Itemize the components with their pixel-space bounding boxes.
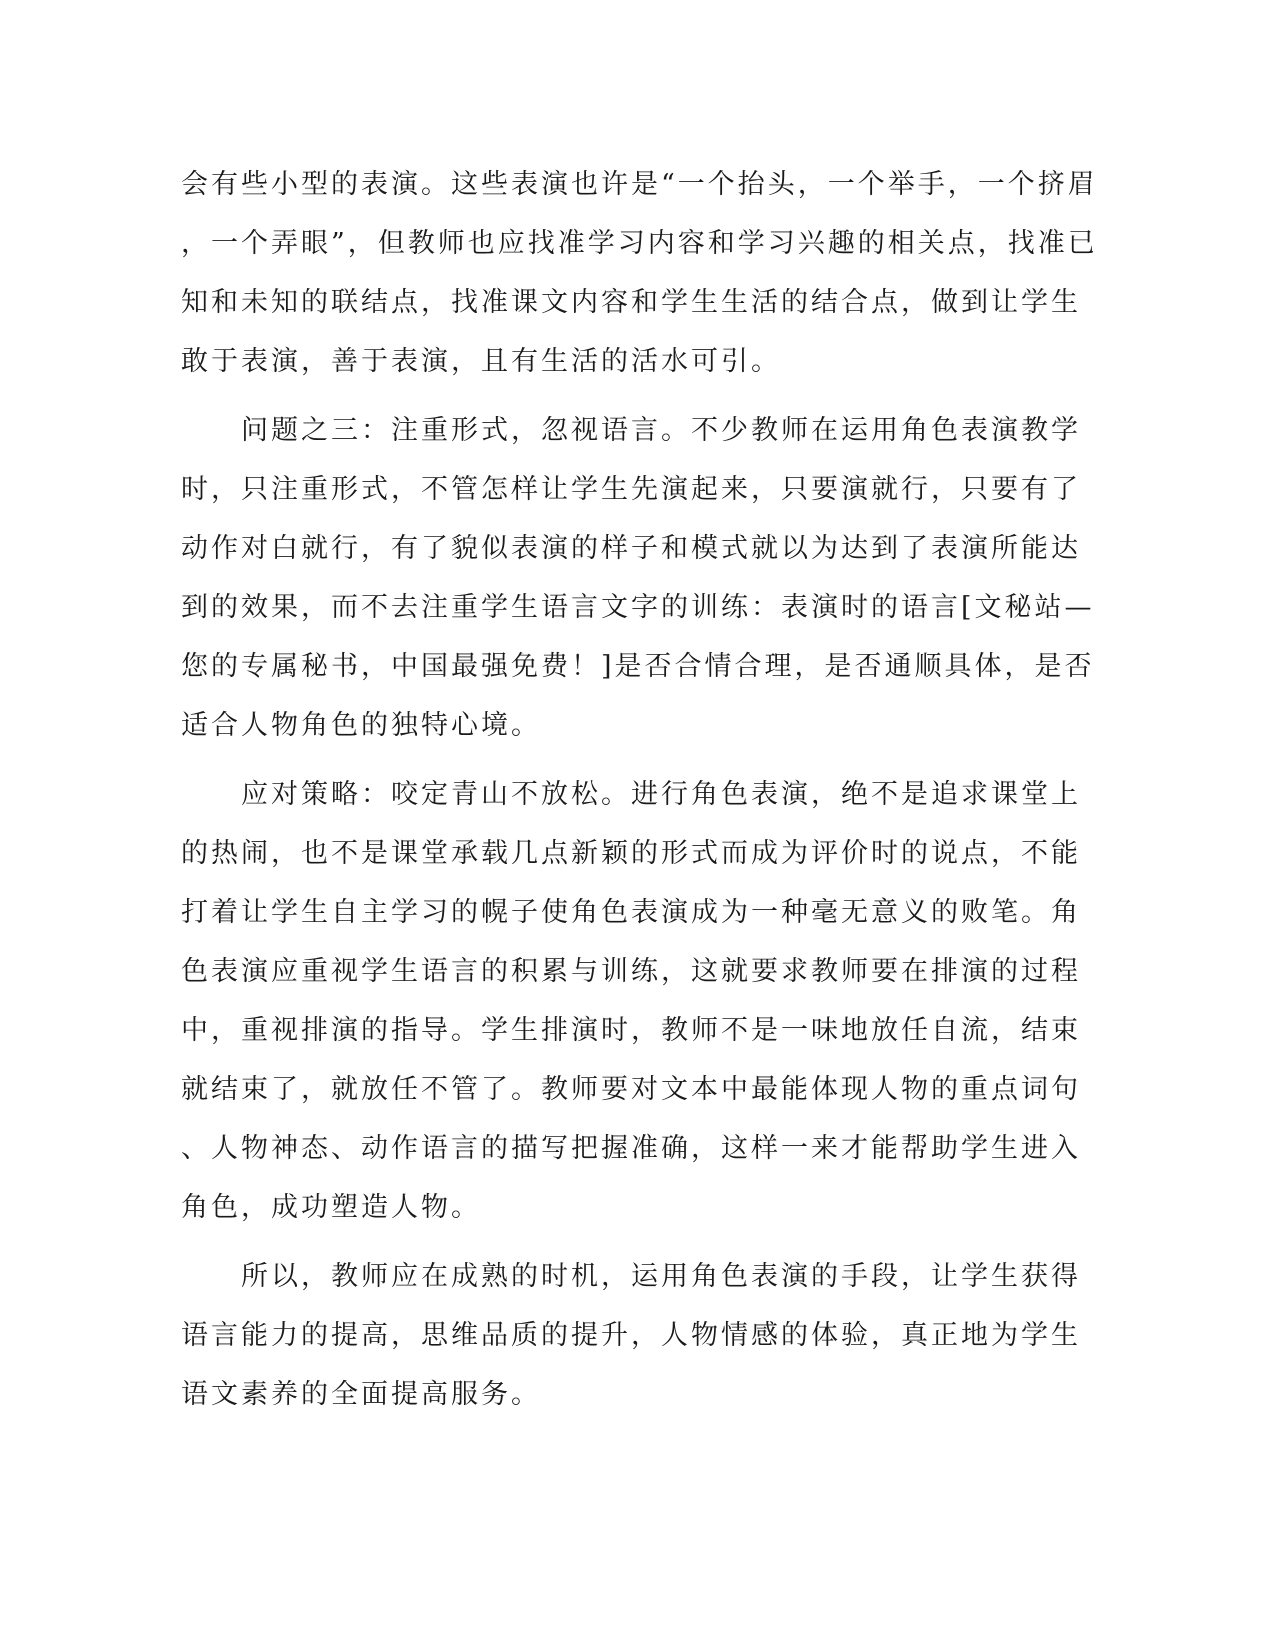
- text-line: 色表演应重视学生语言的积累与训练，这就要求教师要在排演的过程: [181, 956, 1081, 987]
- text-line: 知和未知的联结点，找准课文内容和学生生活的结合点，做到让学生: [181, 287, 1081, 318]
- document-page: [181, 155, 1098, 1434]
- text-line: 会有些小型的表演。这些表演也许是“一个抬头，一个举手，一个挤眉: [181, 169, 1098, 200]
- text-line: 打着让学生自主学习的幌子使角色表演成为一种毫无意义的败笔。角: [181, 897, 1081, 928]
- text-line: 语文素养的全面提高服务。: [181, 1379, 541, 1410]
- text-line: 就结束了，就放任不管了。教师要对文本中最能体现人物的重点词句: [181, 1074, 1081, 1105]
- text-line: 问题之三：注重形式，忽视语言。不少教师在运用角色表演教学: [181, 415, 1081, 446]
- text-line: 、人物神态、动作语言的描写把握准确，这样一来才能帮助学生进入: [181, 1133, 1081, 1164]
- text-line: 到的效果，而不去注重学生语言文字的训练：表演时的语言[文秘站—: [181, 592, 1095, 623]
- text-line: 语言能力的提高，思维品质的提升，人物情感的体验，真正地为学生: [181, 1320, 1081, 1351]
- text-line: 适合人物角色的独特心境。: [181, 710, 541, 741]
- paragraph-2: [181, 401, 1095, 755]
- text-line: 您的专属秘书，中国最强免费！]是否合情合理，是否通顺具体，是否: [181, 651, 1095, 682]
- paragraph-4: [181, 1247, 1081, 1424]
- text-line: 时，只注重形式，不管怎样让学生先演起来，只要演就行，只要有了: [181, 474, 1081, 505]
- text-line: 所以，教师应在成熟的时机，运用角色表演的手段，让学生获得: [181, 1261, 1081, 1292]
- text-line: 敢于表演，善于表演，且有生活的活水可引。: [181, 346, 781, 377]
- text-line: 的热闹，也不是课堂承载几点新颖的形式而成为评价时的说点，不能: [181, 838, 1081, 869]
- paragraph-1: [181, 155, 1098, 391]
- text-line: 角色，成功塑造人物。: [181, 1192, 481, 1223]
- text-line: 动作对白就行，有了貌似表演的样子和模式就以为达到了表演所能达: [181, 533, 1081, 564]
- text-line: 应对策略：咬定青山不放松。进行角色表演，绝不是追求课堂上: [181, 779, 1081, 810]
- paragraph-3: [181, 765, 1081, 1237]
- text-line: 中，重视排演的指导。学生排演时，教师不是一味地放任自流，结束: [181, 1015, 1081, 1046]
- text-line: ，一个弄眼”，但教师也应找准学习内容和学习兴趣的相关点，找准已: [181, 228, 1098, 259]
